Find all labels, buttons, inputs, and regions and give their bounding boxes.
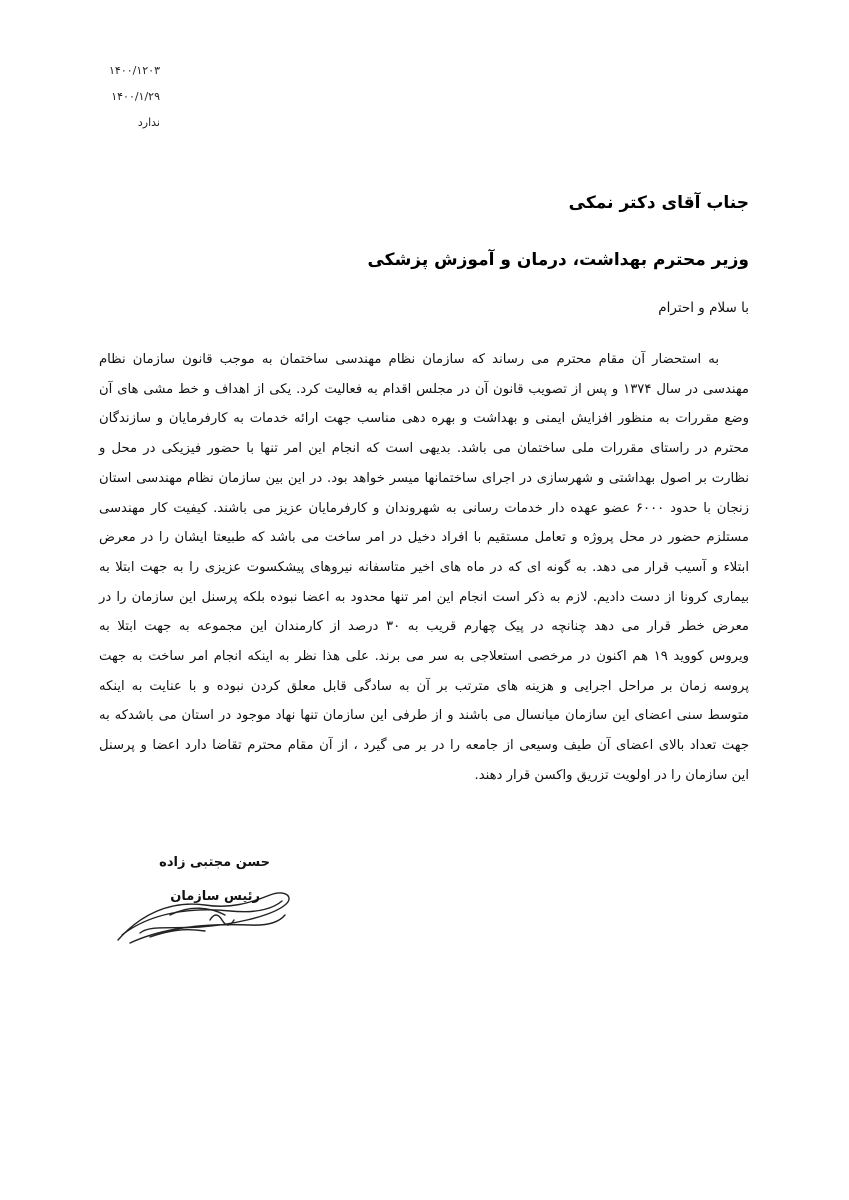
- body-line: معرض خطر قرار می دهد چنانچه در پیک چهارم قریب به ۳۰ درصد از کارمندان این مجموعه به جهت ابتلا به: [99, 619, 749, 635]
- body-line: زنجان با حدود ۶۰۰۰ عضو عهده دار خدمات رسانی به شهروندان و کارفرمایان عزیز می باشند. کیفیت کار مهندسی: [99, 500, 749, 516]
- addressee-name: جناب آقای دکتر نمکی: [568, 193, 749, 213]
- greeting: با سلام و احترام: [658, 300, 749, 316]
- letter-date: ۱۴۰۰/۱/۲۹: [111, 90, 160, 103]
- body-line: نظارت بر اصول بهداشتی و شهرسازی در اجرای ساختمانها میسر خواهد بود. در این بین سازمان نظام مهندسی استان: [99, 470, 749, 486]
- body-line: ویروس کووید ۱۹ هم اکنون در مرخصی استعلاجی به سر می برند. علی هذا نظر به اینکه انجام امر ساخت به جهت: [99, 649, 749, 665]
- letter-meta: [60, 58, 160, 136]
- body-line: ابتلاء و آسیب قرار می دهد. به گونه ای که در ماه های اخیر متاسفانه نیروهای پیشکسوت عزیزی را به جهت ابتلا به: [99, 559, 749, 575]
- body-line: پروسه زمان بر مراحل اجرایی و هزینه های مترتب بر آن به سادگی قابل معلق کردن نبوده و با عنایت به اینکه: [99, 678, 749, 694]
- body-line: بیماری کرونا از دست دادیم. لازم به ذکر است انجام این امر تنها محدود به اعضا نبوده بلکه پرسنل این سازمان را در: [99, 589, 749, 605]
- body-line: مهندسی در سال ۱۳۷۴ و پس از تصویب قانون آن در مجلس اقدام به فعالیت کرد. یکی از اهداف و خط مشی های آن: [99, 381, 749, 397]
- body-line: مستلزم حضور در محل پروژه و تعامل مستقیم با افراد دخیل در امر ساخت می باشد که طبیعتا ایشان را در معرض: [99, 530, 749, 546]
- body-line: این سازمان را در اولویت تزریق واکسن قرار دهند.: [474, 767, 749, 783]
- body-line: متوسط سنی اعضای این سازمان میانسال می باشند و از طرفی این سازمان تنها نهاد موجود در استان می باشدکه به: [99, 708, 749, 724]
- signatory-title: رئیس سازمان: [170, 889, 260, 904]
- body-line: جهت تعداد بالای اعضای آن طیف وسیعی از جامعه را در بر می گیرد ، از آن مقام محترم تقاضا دارد اعضا و پرسنل: [99, 738, 749, 754]
- signatory-name: حسن مجتبی زاده: [159, 855, 270, 870]
- signature-block: [110, 845, 325, 950]
- body-line: وضع مقررات به منظور افزایش ایمنی و بهداشت و بهره دهی مناسب جهت ارائه خدمات به کارفرمایان و سازندگان: [99, 411, 749, 427]
- body-line: به استحضار آن مقام محترم می رساند که سازمان نظام مهندسی ساختمان به موجب قانون سازمان نظام: [99, 352, 719, 367]
- body-line: محترم در راستای مقررات ملی ساختمان می باشد. بدیهی است که انجام این امر تنها با حضور فیزیکی در محل و: [99, 441, 749, 457]
- addressee-title: وزیر محترم بهداشت، درمان و آموزش پزشکی: [367, 250, 749, 270]
- letter-number: ۱۴۰۰/۱۲۰۳: [109, 64, 160, 77]
- letter-body: [99, 345, 749, 791]
- letter-attachment: ندارد: [137, 116, 160, 129]
